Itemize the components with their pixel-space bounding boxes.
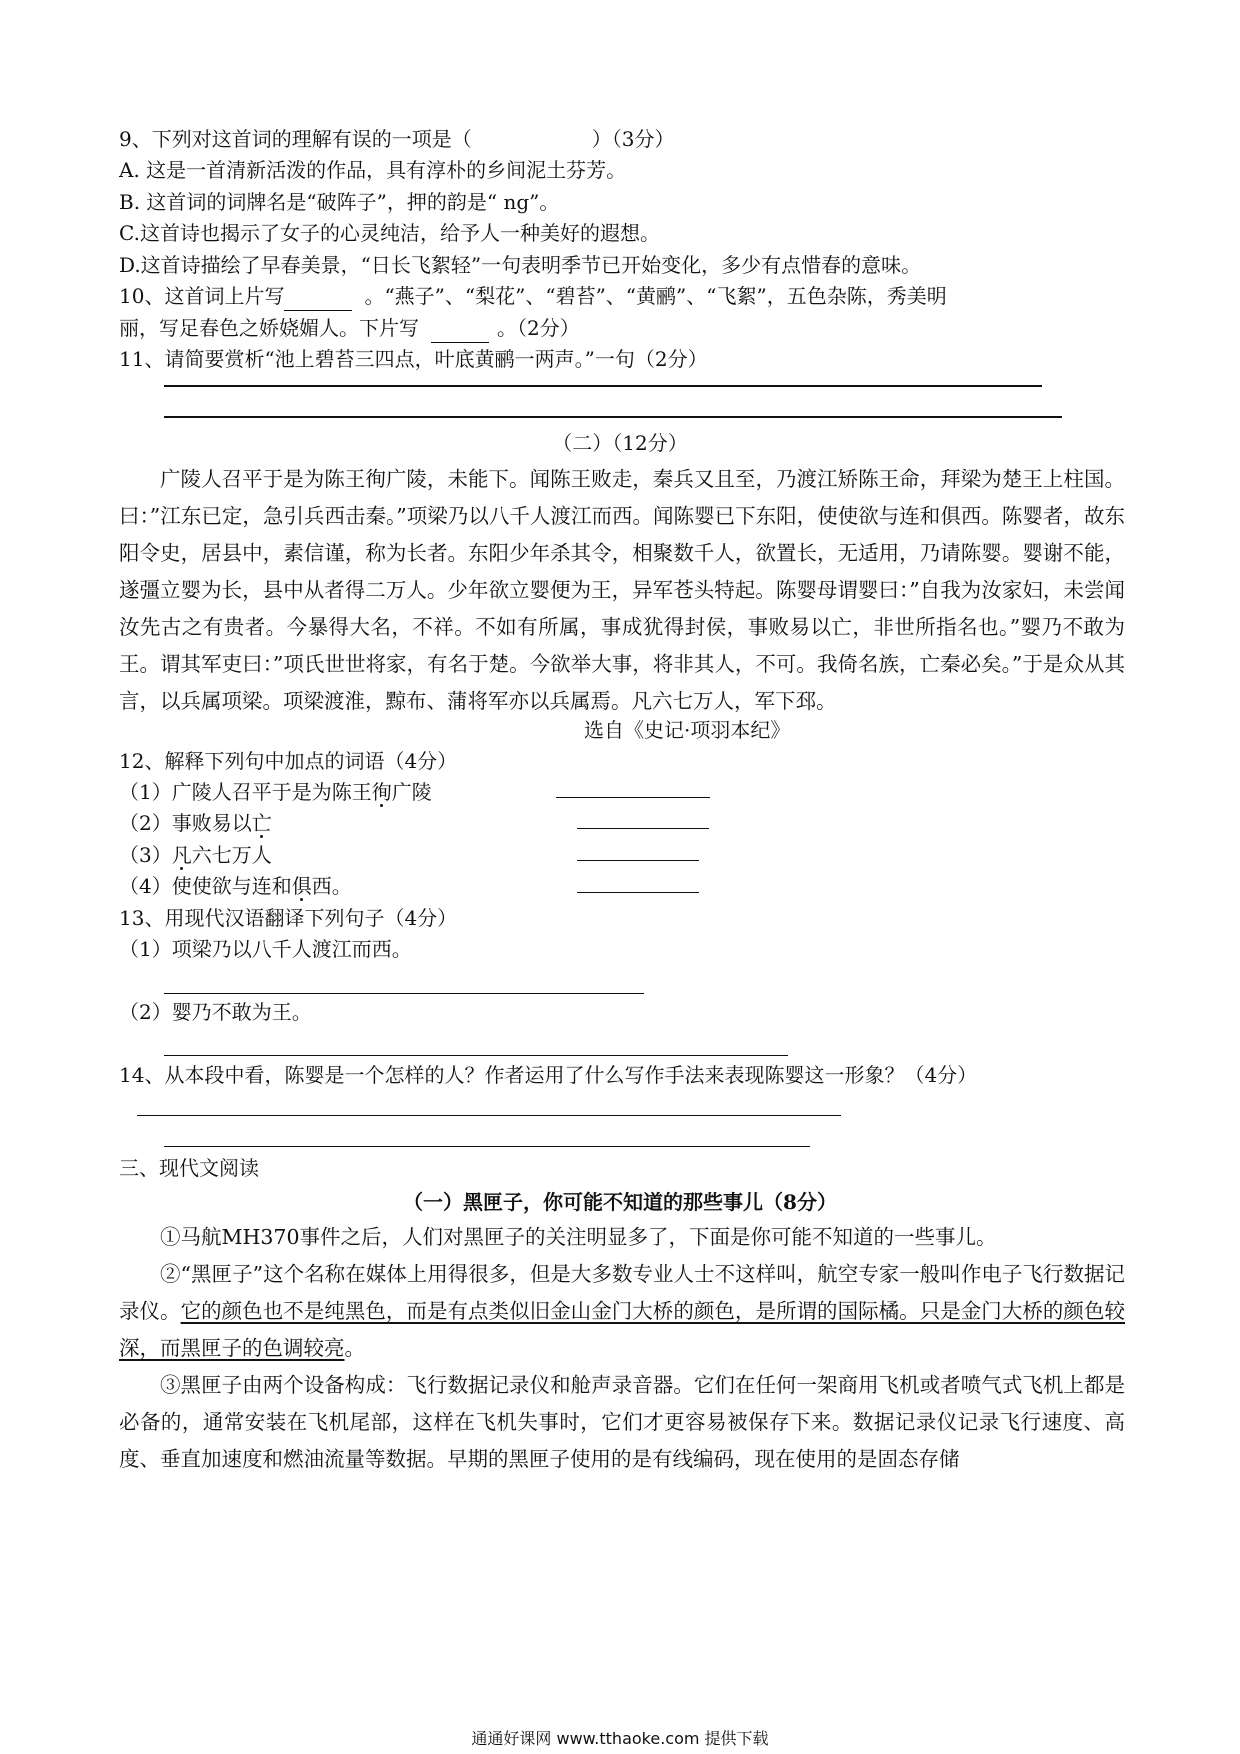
q12-item-4-dotted-word: 俱	[291, 874, 312, 898]
section3-subheading: （一）黑匣子，你可能不知道的那些事儿（8分）	[403, 1190, 837, 1214]
q14-answer-line-1[interactable]	[137, 1115, 841, 1116]
q12-blank-4[interactable]	[577, 892, 699, 893]
q9-stem	[119, 124, 674, 154]
q12-item-4	[119, 871, 352, 901]
section3-heading: 三、现代文阅读	[119, 1156, 259, 1180]
q11-answer-line-1[interactable]	[164, 385, 1042, 387]
q10-text-2a: 丽，写足春色之娇娆媚人。下片写	[119, 316, 419, 340]
q13-item-1: （1）项梁乃以八千人渡江而西。	[119, 937, 412, 961]
q9-stem-text: 9、下列对这首词的理解有误的一项是（	[119, 127, 472, 151]
q9-option-c: C.这首诗也揭示了女子的心灵纯洁，给予人一种美好的遐想。	[119, 221, 660, 245]
q12-item-1	[119, 777, 432, 807]
q12-item-3	[119, 840, 272, 870]
section3-paragraph-2-text: ②“黑匣子”这个名称在媒体上用得很多，但是大多数专业人士不这样叫，航空专家一般叫作电子飞行数据记录仪。	[119, 1262, 1125, 1323]
q11-stem: 11、请简要赏析“池上碧苔三四点，叶底黄鹂一两声。”一句（2分）	[119, 347, 708, 371]
q10-text-1a: 10、这首词上片写	[119, 284, 285, 308]
page-footer: 通通好课网 www.tthaoke.com 提供下载	[471, 1729, 769, 1748]
q12-item-2	[119, 808, 272, 838]
q12-item-2-text: （2）事败易以	[119, 811, 252, 835]
section3-paragraph-3: ③黑匣子由两个设备构成：飞行数据记录仪和舱声录音器。它们在任何一架商用飞机或者喷气式飞机上都是必备的，通常安装在飞机尾部，这样在飞机失事时，它们才更容易被保存下来。数据记录仪记录飞行速度、高度、垂直加速度和燃油流量等数据。早期的黑匣子使用的是有线编码，现在使用的是固态存储	[119, 1373, 1125, 1471]
q12-blank-2[interactable]	[577, 828, 709, 829]
q12-item-3-text-end: 六七万人	[191, 843, 272, 867]
q9-option-d: D.这首诗描绘了早春美景，“日长飞絮轻”一句表明季节已开始变化，多少有点惜春的意味。	[119, 253, 922, 277]
q11-answer-line-2[interactable]	[164, 416, 1062, 418]
section2-source: 选自《史记·项羽本纪》	[584, 718, 791, 742]
q12-item-4-text: （4）使使欲与连和	[119, 874, 292, 898]
q14-answer-line-2[interactable]	[164, 1146, 810, 1147]
q14-stem: 14、从本段中看，陈婴是一个怎样的人？作者运用了什么写作手法来表现陈婴这一形象？（4分）	[119, 1063, 978, 1087]
q12-item-4-text-end: 西。	[311, 874, 352, 898]
q10-blank-2[interactable]	[431, 320, 489, 343]
q12-item-2-dotted-word: 亡	[251, 811, 272, 835]
q10-line-2	[119, 313, 580, 343]
q13-answer-line-1[interactable]	[164, 993, 644, 994]
q12-item-1-text: （1）广陵人召平于是为陈王	[119, 780, 372, 804]
q9-stem-score: ）（3分）	[591, 127, 675, 151]
q12-blank-3[interactable]	[577, 860, 699, 861]
q12-blank-1[interactable]	[556, 797, 710, 798]
q12-item-1-dotted-word: 徇	[371, 780, 392, 804]
q10-line-1	[119, 281, 947, 311]
q13-item-2: （2）婴乃不敢为王。	[119, 1000, 312, 1024]
q12-item-3-dotted-word: 凡	[171, 843, 192, 867]
section3-paragraph-2	[119, 1256, 1125, 1367]
section3-paragraph-1: ①马航MH370事件之后，人们对黑匣子的关注明显多了，下面是你可能不知道的一些事儿。	[160, 1225, 997, 1249]
q9-option-a: A. 这是一首清新活泼的作品，具有淳朴的乡间泥土芬芳。	[119, 158, 627, 182]
q10-text-2b: 。（2分）	[497, 316, 580, 340]
q13-stem: 13、用现代汉语翻译下列句子（4分）	[119, 906, 458, 930]
q9-option-b: B. 这首词的词牌名是“破阵子”，押的韵是“ ng”。	[119, 190, 560, 214]
section2-passage: 广陵人召平于是为陈王徇广陵，未能下。闻陈王败走，秦兵又且至，乃渡江矫陈王命，拜梁为楚王上柱国。曰：”江东已定，急引兵西击秦。”项梁乃以八千人渡江而西。闻陈婴已下东阳，使使欲与连和俱西。陈婴者，故东阳令史，居县中，素信谨，称为长者。东阳少年杀其令，相聚数千人，欲置长，无适用，乃请陈婴。婴谢不能，遂彊立婴为长，县中从者得二万人。少年欲立婴便为王，异军苍头特起。陈婴母谓婴曰：”自我为汝家妇，未尝闻汝先古之有贵者。今暴得大名，不祥。不如有所属，事成犹得封侯，事败易以亡，非世所指名也。”婴乃不敢为王。谓其军吏曰：”项氏世世将家，有名于楚。今欲举大事，将非其人，不可。我倚名族，亡秦必矣。”于是众从其言，以兵属项梁。项梁渡淮，黥布、蒲将军亦以兵属焉。凡六七万人，军下邳。	[119, 467, 1125, 713]
q10-text-1b: 。“燕子”、“梨花”、“碧苔”、“黄鹂”、“飞絮”，五色杂陈，秀美明	[364, 284, 947, 308]
q12-stem: 12、解释下列句中加点的词语（4分）	[119, 749, 458, 773]
q13-answer-line-2[interactable]	[164, 1055, 788, 1056]
q12-item-1-text-end: 广陵	[391, 780, 432, 804]
q10-blank-1[interactable]	[284, 288, 352, 311]
section3-paragraph-2-end: 。	[344, 1336, 365, 1360]
section3-paragraph-2-underlined: 它的颜色也不是纯黑色，而是有点类似旧金山金门大桥的颜色，是所谓的国际橘。只是金门大桥的颜色较深，而黑匣子的色调较亮	[119, 1299, 1125, 1360]
section2-heading: （二）（12分）	[552, 431, 688, 455]
q12-item-3-text: （3）	[119, 843, 172, 867]
